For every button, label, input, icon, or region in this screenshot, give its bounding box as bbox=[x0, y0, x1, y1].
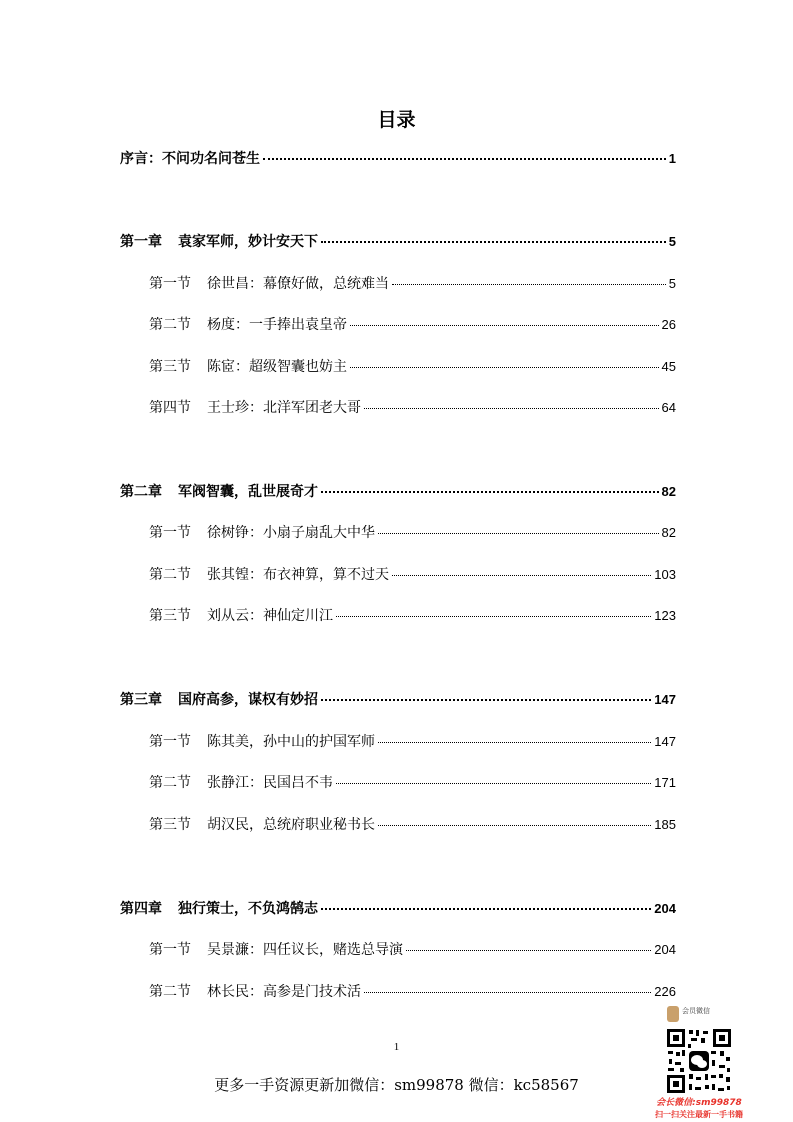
toc-chapter-3[interactable] bbox=[120, 689, 676, 711]
chapter-number: 第三章 bbox=[120, 692, 162, 708]
section-title: 王士珍：北洋军团老大哥 bbox=[207, 400, 361, 416]
toc-dot-leader bbox=[378, 825, 651, 826]
toc-page-number: 5 bbox=[668, 234, 676, 249]
section-number: 第一节 bbox=[149, 734, 191, 750]
toc-dot-leader bbox=[364, 408, 659, 409]
toc-page-number: 82 bbox=[661, 484, 676, 499]
toc-dot-leader bbox=[364, 992, 651, 993]
toc-section-3-2[interactable] bbox=[149, 772, 676, 794]
toc-dot-leader bbox=[321, 241, 666, 243]
toc-section-3-3[interactable] bbox=[149, 814, 676, 836]
chapter-title: 袁家军师，妙计安天下 bbox=[178, 234, 318, 250]
toc-section-1-4[interactable] bbox=[149, 397, 676, 419]
chapter-number: 第一章 bbox=[120, 234, 162, 250]
section-title: 吴景濂：四任议长，赌选总导演 bbox=[207, 942, 403, 958]
chapter-title: 军阀智囊，乱世展奇才 bbox=[178, 484, 318, 500]
toc-dot-leader bbox=[321, 908, 651, 910]
section-number: 第一节 bbox=[149, 276, 191, 292]
toc-chapter-1[interactable] bbox=[120, 231, 676, 253]
toc-page-number: 147 bbox=[654, 734, 676, 749]
section-title: 徐树铮：小扇子扇乱大中华 bbox=[207, 525, 375, 541]
toc-page-number: 64 bbox=[661, 400, 676, 415]
section-title: 刘从云：神仙定川江 bbox=[207, 608, 333, 624]
toc-page-number: 5 bbox=[668, 276, 676, 291]
toc-dot-leader bbox=[406, 950, 651, 951]
toc-section-1-1[interactable] bbox=[149, 273, 676, 295]
toc-page-number: 226 bbox=[654, 984, 676, 999]
promo-name: 会员微信 bbox=[682, 1007, 710, 1015]
toc-dot-leader bbox=[336, 616, 651, 617]
toc-page-number: 45 bbox=[661, 359, 676, 374]
toc-page-number: 123 bbox=[654, 608, 676, 623]
toc-page-number: 103 bbox=[654, 567, 676, 582]
section-title: 林长民：高参是门技术活 bbox=[207, 984, 361, 1000]
toc-section-1-2[interactable] bbox=[149, 314, 676, 336]
section-title: 张其锽：布衣神算，算不过天 bbox=[207, 567, 389, 583]
toc-dot-leader bbox=[321, 699, 651, 701]
toc-section-2-2[interactable] bbox=[149, 564, 676, 586]
toc-dot-leader bbox=[350, 325, 659, 326]
toc-dot-leader bbox=[392, 575, 651, 576]
section-number: 第一节 bbox=[149, 942, 191, 958]
section-number: 第二节 bbox=[149, 775, 191, 791]
toc-section-2-1[interactable] bbox=[149, 522, 676, 544]
chapter-title: 独行策士，不负鸿鹄志 bbox=[178, 901, 318, 917]
section-number: 第三节 bbox=[149, 608, 191, 624]
toc-dot-leader bbox=[336, 783, 651, 784]
chapter-number: 第四章 bbox=[120, 901, 162, 917]
toc-dot-leader bbox=[392, 284, 666, 285]
page-number: 1 bbox=[393, 1041, 400, 1053]
toc-section-4-1[interactable] bbox=[149, 939, 676, 961]
section-title: 陈其美，孙中山的护国军师 bbox=[207, 734, 375, 750]
section-number: 第四节 bbox=[149, 400, 191, 416]
toc-section-1-3[interactable] bbox=[149, 356, 676, 378]
toc-page-number: 185 bbox=[654, 817, 676, 832]
chapter-title: 国府高参，谋权有妙招 bbox=[178, 692, 318, 708]
toc-title: 目录 bbox=[377, 109, 416, 131]
toc-dot-leader bbox=[378, 742, 651, 743]
section-number: 第三节 bbox=[149, 359, 191, 375]
section-number: 第一节 bbox=[149, 525, 191, 541]
chapter-number: 第二章 bbox=[120, 484, 162, 500]
section-number: 第二节 bbox=[149, 984, 191, 1000]
section-title: 胡汉民，总统府职业秘书长 bbox=[207, 817, 375, 833]
section-title: 杨度：一手捧出袁皇帝 bbox=[207, 317, 347, 333]
section-number: 第三节 bbox=[149, 817, 191, 833]
toc-section-3-1[interactable] bbox=[149, 731, 676, 753]
promo-wechat-id: 会长微信:sm99878 bbox=[656, 1098, 742, 1108]
wechat-promo bbox=[640, 1003, 758, 1121]
toc-section-2-3[interactable] bbox=[149, 605, 676, 627]
toc-page-number: 82 bbox=[661, 525, 676, 540]
promo-scan-text: 扫一扫关注最新一手书籍 bbox=[655, 1110, 743, 1119]
section-number: 第二节 bbox=[149, 317, 191, 333]
toc-page-number: 26 bbox=[661, 317, 676, 332]
toc-dot-leader bbox=[263, 158, 666, 160]
toc-dot-leader bbox=[321, 491, 659, 493]
toc-preface-entry[interactable] bbox=[120, 148, 676, 170]
section-title: 徐世昌：幕僚好做，总统难当 bbox=[207, 276, 389, 292]
section-title: 陈宧：超级智囊也妨主 bbox=[207, 359, 347, 375]
toc-page-number: 1 bbox=[668, 151, 676, 166]
toc-preface-label: 序言：不问功名问苍生 bbox=[120, 151, 260, 167]
footer-contact-text: 更多一手资源更新加微信：sm99878 微信：kc58567 bbox=[214, 1076, 579, 1094]
toc-section-4-2[interactable] bbox=[149, 981, 676, 1003]
avatar bbox=[667, 1006, 679, 1022]
toc-dot-leader bbox=[378, 533, 659, 534]
section-title: 张静江：民国吕不韦 bbox=[207, 775, 333, 791]
toc-chapter-2[interactable] bbox=[120, 481, 676, 503]
toc-dot-leader bbox=[350, 367, 659, 368]
toc-page-number: 204 bbox=[654, 901, 676, 916]
section-number: 第二节 bbox=[149, 567, 191, 583]
toc-chapter-4[interactable] bbox=[120, 898, 676, 920]
toc-page-number: 147 bbox=[654, 692, 676, 707]
qr-code-icon[interactable] bbox=[665, 1027, 733, 1095]
toc-page-number: 171 bbox=[654, 775, 676, 790]
toc-page-number: 204 bbox=[654, 942, 676, 957]
